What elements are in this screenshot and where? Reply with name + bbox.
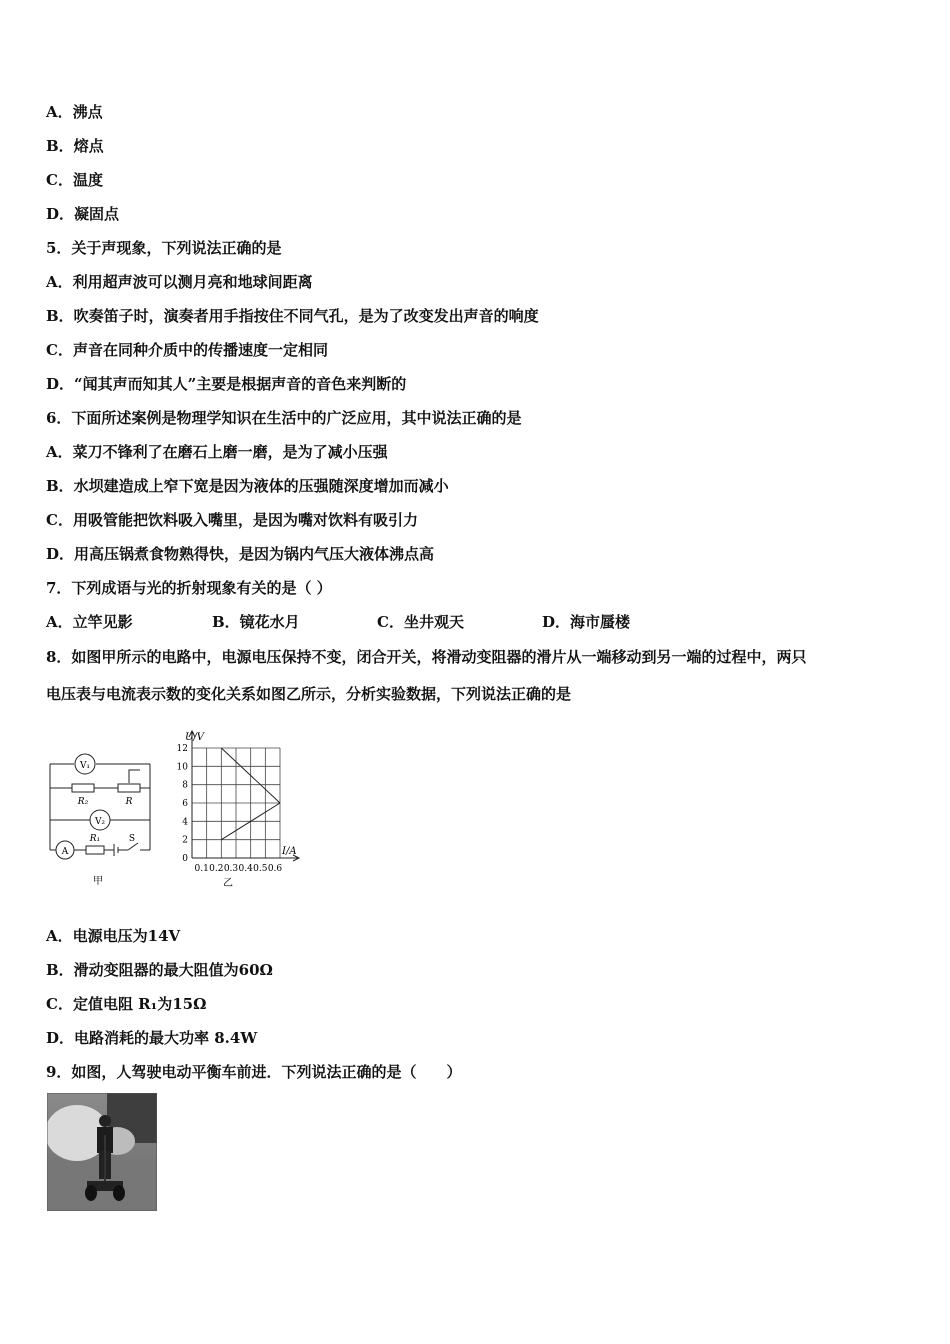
q4-option-c: C．温度 xyxy=(46,171,103,189)
y-axis-label: U/V xyxy=(185,732,205,743)
q4-option-d: D．凝固点 xyxy=(46,205,120,223)
q8-stem-line1: 8．如图甲所示的电路中，电源电压保持不变，闭合开关，将滑动变阻器的滑片从一端移动到另一端的过程中，两只 xyxy=(46,648,807,666)
x-tick-label: 0.6 xyxy=(267,864,283,874)
q9-stem: 9．如图，人驾驶电动平衡车前进．下列说法正确的是（ ） xyxy=(46,1063,462,1081)
q5-option-c: C．声音在同种介质中的传播速度一定相同 xyxy=(46,341,328,359)
q6-option-c: C．用吸管能把饮料吸入嘴里，是因为嘴对饮料有吸引力 xyxy=(46,511,418,529)
r0-label: R₂ xyxy=(77,797,89,807)
q5-stem: 5．关于声现象，下列说法正确的是 xyxy=(46,239,282,257)
q8-option-d: D．电路消耗的最大功率 8.4W xyxy=(46,1029,258,1047)
q4-option-a: A．沸点 xyxy=(46,103,103,121)
q6-option-b: B．水坝建造成上窄下宽是因为液体的压强随深度增加而减小 xyxy=(46,477,449,495)
q8-option-b: B．滑动变阻器的最大阻值为60Ω xyxy=(46,961,273,979)
x-tick-label: 0.3 xyxy=(223,864,239,874)
y-tick-label: 8 xyxy=(182,780,188,791)
x-tick-label: 0.1 xyxy=(194,864,209,874)
q7-option-d: D．海市蜃楼 xyxy=(542,613,631,631)
q8-option-c: C．定值电阻 R₁为15Ω xyxy=(46,995,207,1013)
x-tick-label: 0.2 xyxy=(209,864,224,874)
x-axis-label: I/A xyxy=(282,846,297,857)
q5-option-d: D．“闻其声而知其人”主要是根据声音的音色来判断的 xyxy=(46,375,407,393)
ui-graph xyxy=(160,728,305,893)
circuit-diagram xyxy=(40,740,155,890)
q7-option-b: B．镜花水月 xyxy=(212,613,300,631)
figure-b-caption: 乙 xyxy=(223,878,233,889)
q4-option-b: B．熔点 xyxy=(46,137,104,155)
y-tick-label: 12 xyxy=(176,744,188,754)
q5-option-a: A．利用超声波可以测月亮和地球间距离 xyxy=(46,273,313,291)
q8-option-a: A．电源电压为14V xyxy=(46,927,181,945)
y-tick-label: 2 xyxy=(182,835,188,846)
y-tick-label: 10 xyxy=(176,762,188,773)
y-tick-label: 6 xyxy=(182,799,188,809)
q5-option-b: B．吹奏笛子时，演奏者用手指按住不同气孔，是为了改变发出声音的响度 xyxy=(46,307,539,325)
switch-label: S xyxy=(128,834,136,844)
v2-label: V₂ xyxy=(94,817,106,827)
r1-label: R₁ xyxy=(89,834,101,844)
y-tick-label: 4 xyxy=(182,817,188,828)
x-tick-label: 0.5 xyxy=(253,864,268,874)
v1-label: V₁ xyxy=(79,761,91,771)
q6-stem: 6．下面所述案例是物理学知识在生活中的广泛应用，其中说法正确的是 xyxy=(46,409,522,427)
q8-stem-line2: 电压表与电流表示数的变化关系如图乙所示，分析实验数据，下列说法正确的是 xyxy=(46,685,572,703)
ammeter-label: A xyxy=(61,847,69,857)
q7-option-c: C．坐井观天 xyxy=(377,613,464,631)
balance-scooter-photo xyxy=(47,1093,157,1211)
y-tick-label: 0 xyxy=(182,854,188,864)
figure-a-caption: 甲 xyxy=(93,876,103,887)
x-tick-label: 0.4 xyxy=(238,864,253,874)
q7-option-a: A．立竿见影 xyxy=(46,613,133,631)
r-label: R xyxy=(125,797,133,807)
q6-option-d: D．用高压锅煮食物熟得快，是因为锅内气压大液体沸点高 xyxy=(46,545,435,563)
q6-option-a: A．菜刀不锋利了在磨石上磨一磨，是为了减小压强 xyxy=(46,443,388,461)
q7-stem: 7．下列成语与光的折射现象有关的是（ ） xyxy=(46,579,332,597)
